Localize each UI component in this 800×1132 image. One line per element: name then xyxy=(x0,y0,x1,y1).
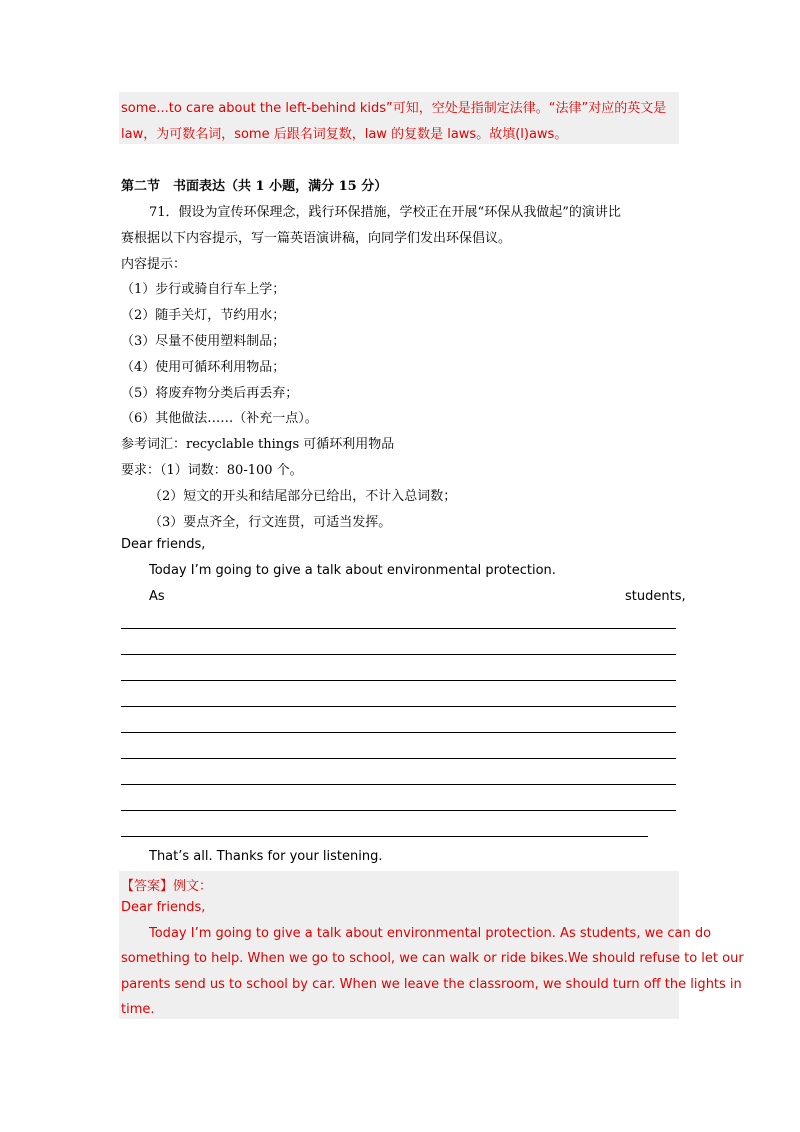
requirement-item: （3）要点齐全，行文连贯，可适当发挥。 xyxy=(149,515,392,530)
writing-line xyxy=(121,784,676,785)
letter-greeting: Dear friends, xyxy=(121,537,206,552)
writing-line xyxy=(121,732,676,733)
writing-line xyxy=(121,836,648,837)
hint-item: （2）随手关灯，节约用水； xyxy=(121,308,286,323)
writing-line xyxy=(121,706,676,707)
hints-label: 内容提示： xyxy=(121,257,187,272)
hint-item: （3）尽量不使用塑料制品； xyxy=(121,334,286,349)
prompt-line-1: 71．假设为宣传环保理念，践行环保措施，学校正在开展“环保从我做起”的演讲比 xyxy=(149,205,621,220)
answer-label: 【答案】例文： xyxy=(121,879,213,894)
section-heading: 第二节 书面表达（共 1 小题，满分 15 分） xyxy=(121,179,388,194)
writing-line xyxy=(121,758,676,759)
letter-opening: Today I’m going to give a talk about environmental protection. xyxy=(149,563,556,578)
answer-line: parents send us to school by car. When we leave the classroom, we should turn off the lights in xyxy=(121,977,742,992)
letter-students-word: students, xyxy=(625,589,686,604)
requirement-item: （2）短文的开头和结尾部分已给出，不计入总词数； xyxy=(149,489,457,504)
hint-item: （1）步行或骑自行车上学； xyxy=(121,282,286,297)
writing-line xyxy=(121,810,676,811)
letter-closing: That’s all. Thanks for your listening. xyxy=(149,849,383,864)
requirement-item: 要求：（1）词数：80-100 个。 xyxy=(121,463,303,478)
hint-item: （5）将废弃物分类后再丢弃； xyxy=(121,386,299,401)
hint-item: （6）其他做法……（补充一点）。 xyxy=(121,411,318,426)
writing-line xyxy=(121,680,676,681)
writing-line xyxy=(121,628,676,629)
top-answer-line-2: law，为可数名词，some 后跟名词复数，law 的复数是 laws。故填(l)aws。 xyxy=(121,127,568,142)
top-answer-line-1: some...to care about the left-behind kids”可知，空处是指制定法律。“法律”对应的英文是 xyxy=(121,101,667,116)
prompt-line-2: 赛根据以下内容提示，写一篇英语演讲稿，向同学们发出环保倡议。 xyxy=(121,231,512,246)
vocab-note: 参考词汇：recyclable things 可循环利用物品 xyxy=(121,437,395,452)
answer-greeting: Dear friends, xyxy=(121,900,206,915)
hint-item: （4）使用可循环利用物品； xyxy=(121,360,286,375)
answer-line: time. xyxy=(121,1002,155,1017)
writing-line xyxy=(121,654,676,655)
answer-line: something to help. When we go to school, we can walk or ride bikes.We should refuse to let our xyxy=(121,951,744,966)
letter-as-word: As xyxy=(149,589,165,604)
answer-line: Today I’m going to give a talk about environmental protection. As students, we can do xyxy=(149,926,712,941)
